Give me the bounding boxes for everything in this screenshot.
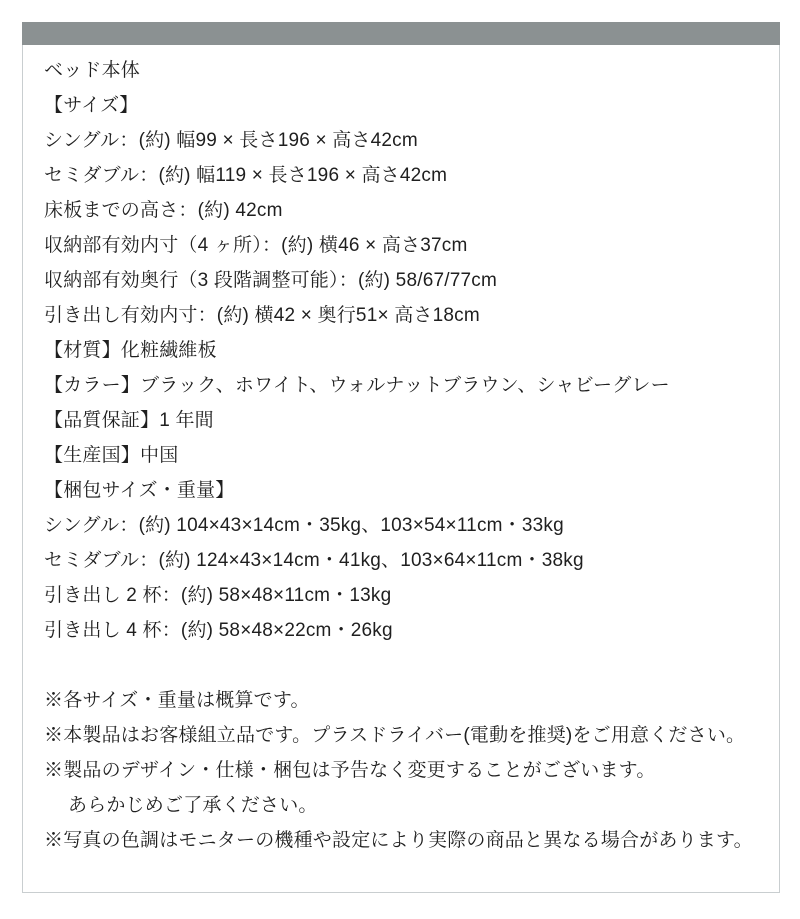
spec-line-package-single: シングル：(約) 104×43×14cm・35kg、103×54×11cm・33kg [44,515,564,536]
spec-line-size-single: シングル：(約) 幅99 × 長さ196 × 高さ42cm [44,130,418,151]
spec-note-approximate: ※各サイズ・重量は概算です。 [44,690,310,711]
spec-line-material: 【材質】化粧繊維板 [44,340,217,361]
spec-line-package-semidouble: セミダブル：(約) 124×43×14cm・41kg、103×64×11cm・38kg [44,550,584,571]
spec-line-package-drawer2: 引き出し 2 杯：(約) 58×48×11cm・13kg [44,585,392,606]
spec-line-spacer [44,648,765,683]
spec-line-floorboard-height: 床板までの高さ：(約) 42cm [44,200,283,221]
spec-line-warranty: 【品質保証】1 年間 [44,410,214,431]
spec-line-storage-depth: 収納部有効奥行（3 段階調整可能）：(約) 58/67/77cm [44,270,497,291]
spec-line-colors: 【カラー】ブラック、ホワイト、ウォルナットブラウン、シャビーグレー [44,375,670,396]
product-spec-panel [22,45,780,893]
spec-line-drawer-inner-size: 引き出し有効内寸：(約) 横42 × 奥行51× 高さ18cm [44,305,480,326]
spec-line-storage-inner-size: 収納部有効内寸（4 ヶ所）：(約) 横46 × 高さ37cm [44,235,468,256]
spec-line-size-heading: 【サイズ】 [44,95,139,116]
spec-note-monitor-color: ※写真の色調はモニターの機種や設定により実際の商品と異なる場合があります。 [44,830,753,851]
spec-note-assembly: ※本製品はお客様組立品です。プラスドライバー(電動を推奨)をご用意ください。 [44,725,746,746]
spec-line-country: 【生産国】中国 [44,445,179,466]
spec-line-size-semidouble: セミダブル：(約) 幅119 × 長さ196 × 高さ42cm [44,165,448,186]
spec-line-package-drawer4: 引き出し 4 杯：(約) 58×48×22cm・26kg [44,620,393,641]
spec-line-product-title: ベッド本体 [44,60,141,81]
spec-line-package-heading: 【梱包サイズ・重量】 [44,480,235,501]
panel-header-bar [22,22,780,45]
spec-note-design-change-cont: あらかじめご了承ください。 [68,795,318,816]
spec-note-design-change: ※製品のデザイン・仕様・梱包は予告なく変更することがございます。 [44,760,656,781]
